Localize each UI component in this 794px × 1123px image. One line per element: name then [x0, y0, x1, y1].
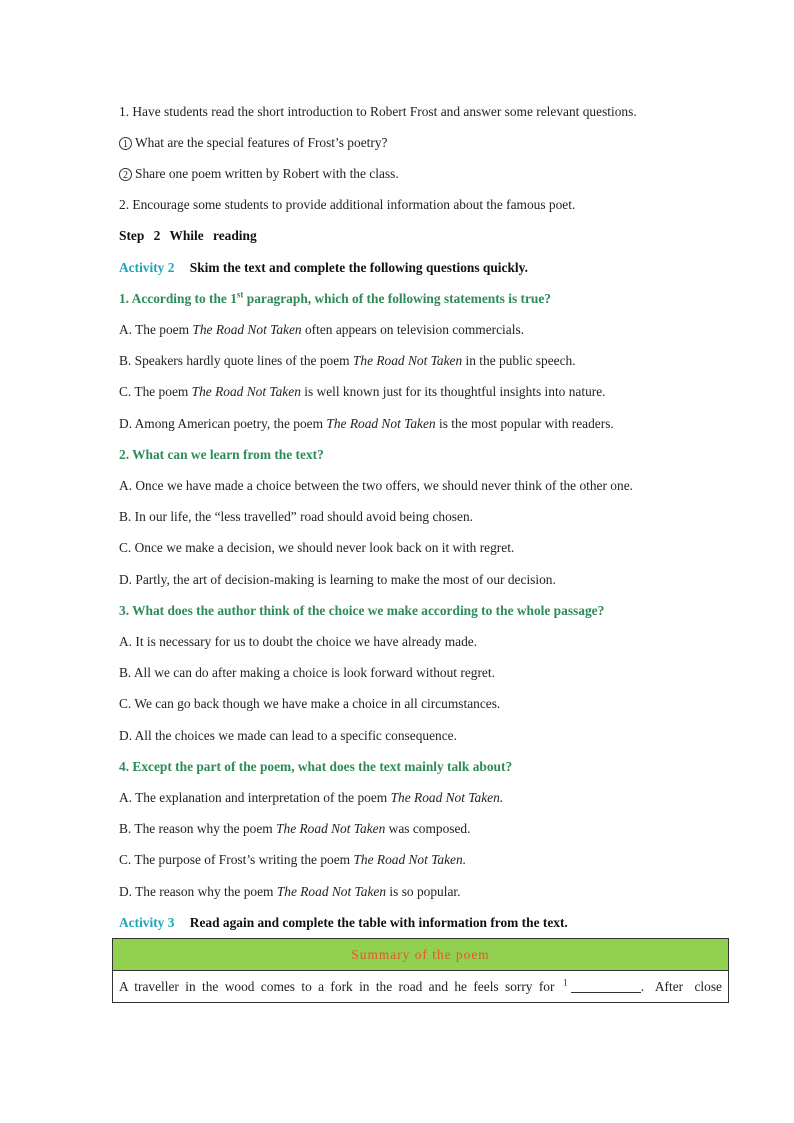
option-text: was composed.	[385, 821, 471, 836]
summary-table-row	[113, 971, 728, 1002]
question-2-option-b: B. In our life, the “less travelled” road should avoid being chosen.	[119, 509, 474, 524]
option-title: The Road Not Taken.	[390, 790, 504, 805]
question-3-stem: 3. What does the author think of the choice we make according to the whole passage?	[119, 603, 605, 618]
option-title: The Road Not Taken	[352, 353, 463, 368]
circled-number-1: 1	[119, 137, 132, 150]
option-title: The Road Not Taken	[191, 384, 301, 399]
activity-3-label: Activity 3	[119, 915, 175, 930]
blank-number: 1	[563, 977, 568, 988]
step-heading: Step 2 While reading	[119, 228, 257, 243]
activity-2-heading	[119, 260, 528, 276]
intro-question-1	[119, 135, 387, 151]
question-1-option-d	[119, 416, 614, 432]
question-1-option-a	[119, 322, 524, 338]
question-4-option-a	[119, 790, 503, 806]
intro-question-2	[119, 166, 399, 182]
summary-blank-group	[563, 971, 722, 1002]
option-text: is well known just for its thoughtful insights into nature.	[300, 384, 606, 399]
option-title: The Road Not Taken	[326, 416, 436, 431]
question-2-stem: 2. What can we learn from the text?	[119, 447, 324, 462]
question-4-option-b	[119, 821, 470, 837]
question-3-option-a: A. It is necessary for us to doubt the choice we have already made.	[119, 634, 478, 649]
option-title: The Road Not Taken.	[353, 852, 467, 867]
question-4-option-c	[119, 852, 466, 868]
question-3-option-d: D. All the choices we made can lead to a specific consequence.	[119, 728, 457, 743]
option-text: D. Among American poetry, the poem	[119, 416, 327, 431]
question-1-stem-pre: 1. According to the 1	[119, 291, 237, 306]
option-text: often appears on television commercials.	[301, 322, 524, 337]
option-title: The Road Not Taken	[276, 821, 386, 836]
question-2-option-d: D. Partly, the art of decision-making is learning to make the most of our decision.	[119, 572, 556, 587]
intro-line-1: 1. Have students read the short introduction to Robert Frost and answer some relevant questions.	[119, 104, 637, 119]
activity-3-heading	[119, 915, 568, 931]
option-text: A. The explanation and interpretation of the poem	[119, 790, 391, 805]
question-4-option-d	[119, 884, 460, 900]
intro-line-2: 2. Encourage some students to provide additional information about the famous poet.	[119, 197, 576, 212]
activity-2-label: Activity 2	[119, 260, 175, 275]
option-text: B. Speakers hardly quote lines of the poem	[119, 353, 353, 368]
option-text: is so popular.	[386, 884, 461, 899]
question-3-option-c: C. We can go back though we have make a choice in all circumstances.	[119, 696, 501, 711]
question-1-stem-sup: st	[236, 289, 244, 300]
option-text: is the most popular with readers.	[435, 416, 614, 431]
question-1-stem	[119, 291, 551, 307]
question-2-option-a: A. Once we have made a choice between the two offers, we should never think of the other one.	[119, 478, 633, 493]
option-title: The Road Not Taken	[276, 884, 387, 899]
option-title: The Road Not Taken	[192, 322, 302, 337]
intro-question-1-text: What are the special features of Frost’s poetry?	[135, 135, 388, 150]
option-text: C. The purpose of Frost’s writing the poem	[119, 852, 354, 867]
summary-table-header: Summary of the poem	[113, 939, 728, 971]
activity-3-instruction: Read again and complete the table with information from the text.	[189, 915, 568, 930]
question-1-stem-post: paragraph, which of the following statements is true?	[243, 291, 552, 306]
summary-text-post: . After close	[640, 979, 722, 994]
summary-text-pre: A traveller in the wood comes to a fork in the road and he feels sorry for	[119, 979, 555, 994]
question-1-option-b	[119, 353, 576, 369]
circled-number-2: 2	[119, 168, 132, 181]
option-text: C. The poem	[119, 384, 192, 399]
question-1-option-c	[119, 384, 606, 400]
fill-in-blank[interactable]	[571, 978, 641, 993]
intro-question-2-text: Share one poem written by Robert with the class.	[135, 166, 399, 181]
option-text: A. The poem	[119, 322, 193, 337]
activity-2-instruction: Skim the text and complete the following questions quickly.	[189, 260, 528, 275]
question-3-option-b: B. All we can do after making a choice is look forward without regret.	[119, 665, 495, 680]
summary-table	[112, 938, 729, 1003]
question-4-stem: 4. Except the part of the poem, what does the text mainly talk about?	[119, 759, 513, 774]
option-text: D. The reason why the poem	[119, 884, 277, 899]
option-text: in the public speech.	[462, 353, 576, 368]
option-text: B. The reason why the poem	[119, 821, 277, 836]
question-2-option-c: C. Once we make a decision, we should never look back on it with regret.	[119, 540, 515, 555]
